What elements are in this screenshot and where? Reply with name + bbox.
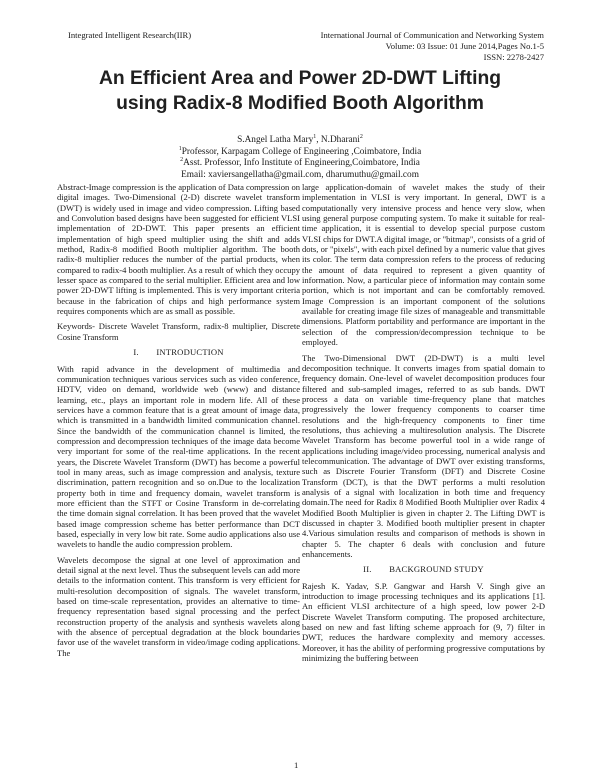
right-paragraph-1: large application-domain of wavelet makes the study of their implementation in VLSI is very important. In general, DWT is a computationally very intensive process and hence very slow, when using general purpose computing system. To make it suitable for real-time application, it is essential to develop special purpose custom VLSI chips for DWT.A digital image, or "bitmap", consists of a grid of dots, or "pixels", with each pixel defined by a numeric value that gives its color. The term data compression refers to the process of reducing the amount of data required to represent a given quantity of information. Now, a particular piece of information may contain some portion, which is not important and can be comfortably removed. Image Compression is an important component of the solutions available for creating image file sizes of manageable and transmittable dimensions. Platform portability and performance are important in the selection of the compression/decompression technique to be employed. [302,182,546,348]
affiliation-2: $^2$Asst. Professor, Info Institute of Engineering,Coimbatore, India [180,157,420,169]
page-number: 1 [294,760,299,770]
paper-title [40,66,560,116]
affiliation-1: $^1$Professor, Karpagam College of Engineering ,Coimbatore, India [178,145,422,157]
title-line-2: using Radix-8 Modified Booth Algorithm [116,93,484,114]
right-paragraph-2: The Two-Dimensional DWT (2D-DWT) is a multi level decomposition technique. It converts images from spatial domain to frequency domain. One-level of wavelet decomposition produces four filtered and sub-sampled images, referred to as sub bands. DWT process a data on variable time-frequency plane that matches progressively the lower frequency components to coarser time resolutions and the high-frequency components to finer time resolutions, thus achieving a multiresolution analysis. The Discrete Wavelet Transform has become powerful tool in a wide range of applications including image/video processing, numerical analysis and telecommunication. The advantage of DWT over existing transforms, such as Discrete Fourier Transform (DFT) and Discrete Cosine Transform (DCT), is that the DWT performs a multi resolution analysis of a signal with localization in both time and frequency domain.The need for Radix 8 Modified Booth Multiplier over Radix 4 Modified Booth Multiplier is given in chapter 2. The Lifting DWT is discussed in chapter 3. Modified booth multiplier present in chapter 4.Various simulation results and comparison of methods is shown in chapter 5. The chapter 6 deals with conclusion and future enhancements. [302,352,545,560]
journal-publisher: Integrated Intelligent Research(IIR) [68,30,192,40]
section-heading-background: II. BACKGROUND STUDY [363,564,484,575]
background-paragraph-1: Rajesh K. Yadav, S.P. Gangwar and Harsh V. Singh give an introduction to image processing techniques and its applications [1]. An efficient VLSI architecture of a high speed, low power 2-D Discrete Wavelet Transform computing. The proposed architecture, based on new and fast lifting scheme approach for (9, 7) filter in DWT, reduces the hardware complexity and memory accesses. Moreover, it has the ability of performing progressive computations by minimizing the buffering between [302,580,545,664]
abstract: Abstract-Image compression is the application of Data compression on digital images. Two-Dimensional (2-D) discrete wavelet transform (DWT) is widely used in image and video compression. Lifting based and Convolution based designs have been suggested for efficient VLSI implementation of 2D-DWT. This paper presents an efficient implementation of high speed multiplier using the shift and adds method, Radix-8 modified Booth multiplier algorithm. The booth radix-8 multiplier reduces the number of the partial products, when compared to radix-4 booth multiplier. As a result of which they occupy lesser space as compared to the serial multiplier. Efficient area and low power 2D-DWT lifting is implemented. This is very important criteria because in the fabrication of chips and high performance system requires components which are as small as possible. [57,182,300,317]
journal-volume: Volume: 03 Issue: 01 June 2014,Pages No.1-5 [385,41,544,52]
journal-issn: ISSN: 2278-2427 [483,52,544,63]
left-column [57,182,300,658]
section-heading-introduction: I. INTRODUCTION [133,347,224,358]
author-block [100,135,500,182]
journal-info [300,30,544,64]
intro-paragraph-1: With rapid advance in the development of multimedia and communication techniques various services such as video conference, HDTV, video on demand, worldwide web (www) and distance learning, etc., plays an important role in modern life. All of these services have a common feature that is a great amount of image data, which is transmitted in a bandwidth limited communication channel. Since the bandwidth of the communication channel is limited, the compression and decompression techniques of the image data become very important for some of the real-time applications. In the recent years, the Discrete Wavelet Transform (DWT) has become a powerful tool in many areas, such as image compression and analysis, texture discrimination, pattern recognition and so on.Due to the localization property both in time and frequency domain, wavelet transform is more efficient than the STFT or Cosine Transform in de-correlating the time domain signal correlation. It has been proved that the wavelet based image compression scheme has better performance than DCT based, especially in very low bit rate. Some audio applications also use wavelets to handle the audio compression problem. [57,363,300,550]
right-column [302,182,545,663]
intro-paragraph-2: Wavelets decompose the signal at one level of approximation and detail signal at the next level. Thus the subsequent levels can add more details to the information content. This transform is very efficient for multi-resolution decomposition of signals. The wavelet transform, based on time-scale representation, provides an alternative to time-frequency representation based signal processing and the perfect reconstruction property of the analysis and synthesis wavelets along with the absence of perceptual degradation at the block boundaries favor use of the wavelet transform in video/image coding applications. The [57,554,300,658]
keywords: Keywords- Discrete Wavelet Transform, radix-8 multiplier, Discrete Cosine Transform [57,321,300,342]
journal-name: International Journal of Communication and Networking System [320,30,544,40]
title-line-1: An Efficient Area and Power 2D-DWT Lifting [98,68,502,89]
author-email: Email: xaviersangellatha@gmail.com, dharumuthu@gmail.com [181,170,419,181]
author-names: S.Angel Latha Mary$^1$, N.Dharani$^2$ [237,133,363,145]
